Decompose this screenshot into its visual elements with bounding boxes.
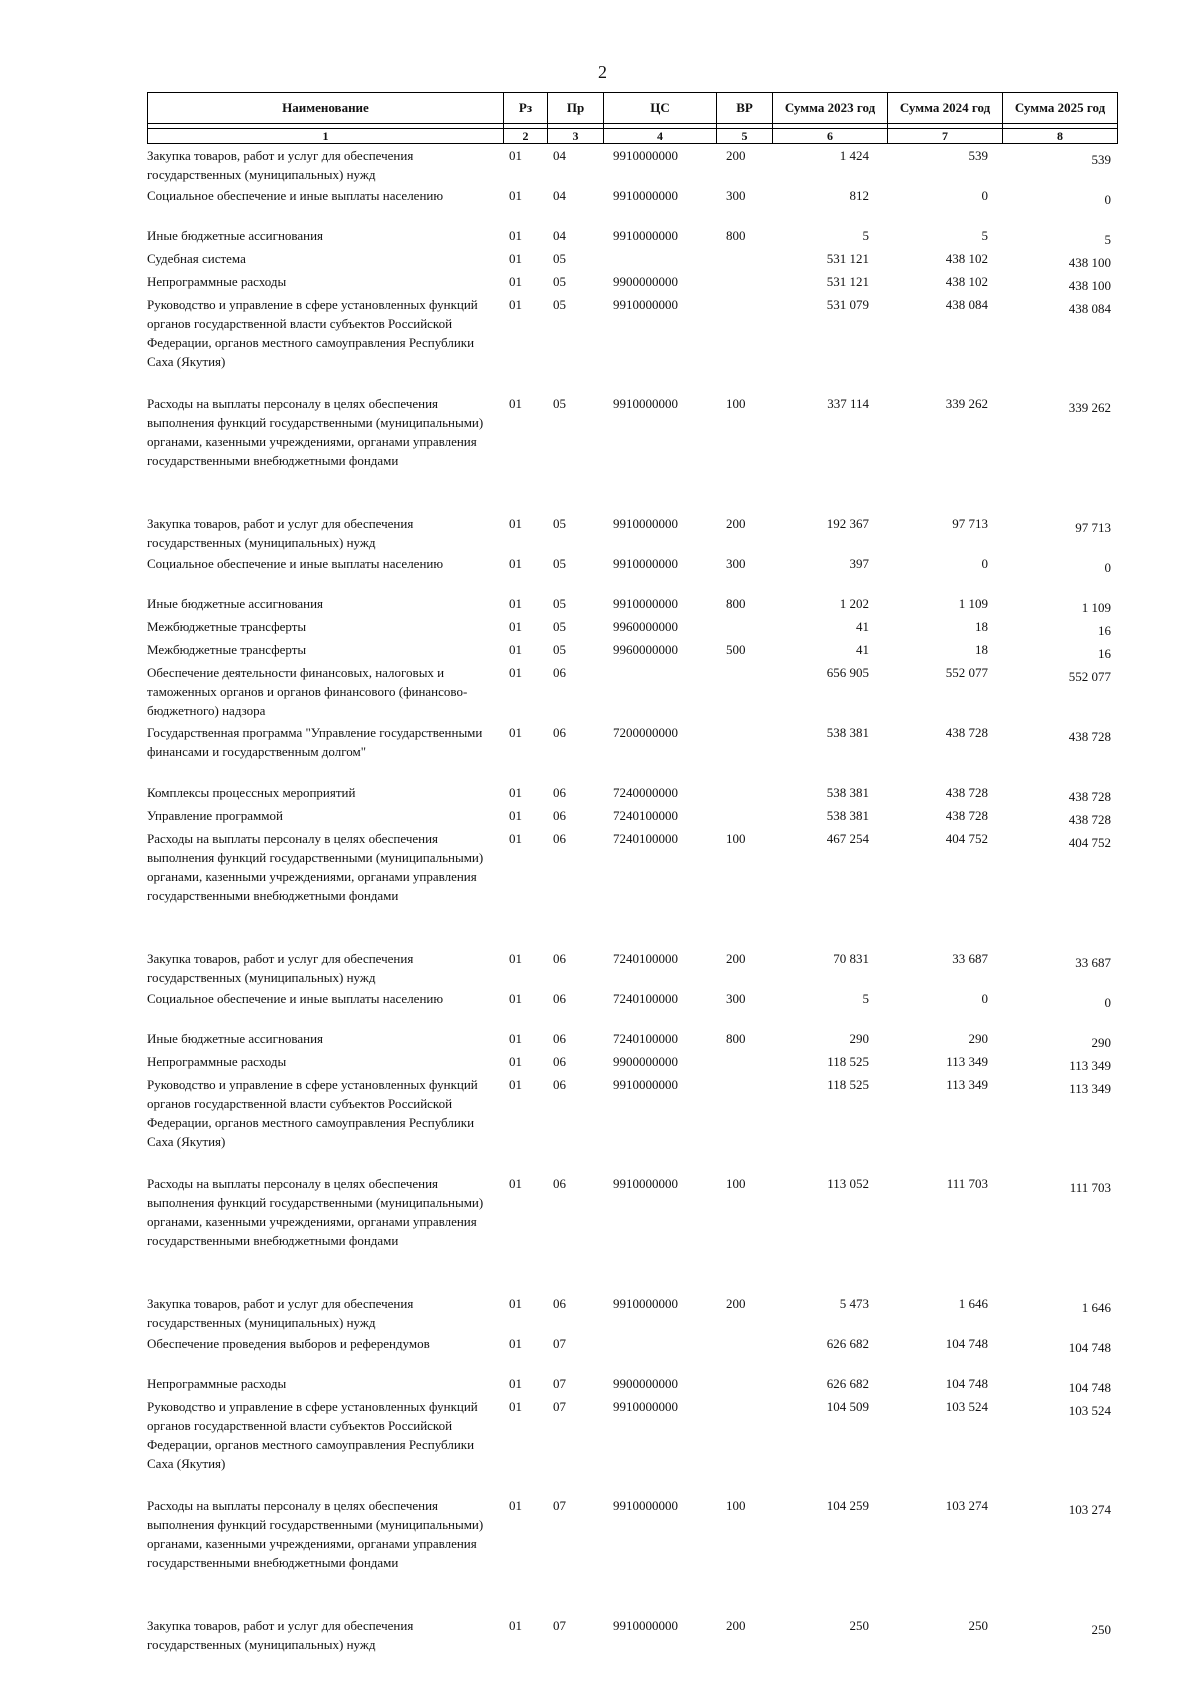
row-sum-2023: 812	[849, 188, 869, 203]
row-rz: 01	[509, 396, 522, 411]
row-pr: 05	[553, 556, 566, 571]
row-vr: 200	[726, 148, 746, 163]
row-rz: 01	[509, 596, 522, 611]
row-cs: 9910000000	[613, 1077, 678, 1092]
row-sum-2023: 5 473	[839, 1296, 869, 1311]
row-sum-2023: 250	[849, 1618, 869, 1633]
row-sum-2024: 97 713	[952, 516, 988, 531]
row-name: Закупка товаров, работ и услуг для обеспечения государственных (муниципальных) нужд	[147, 148, 414, 182]
row-sum-2025: 0	[1104, 995, 1111, 1010]
row-sum-2023: 118 525	[827, 1077, 869, 1092]
table-row	[147, 829, 1117, 949]
row-pr: 07	[553, 1399, 566, 1414]
row-sum-2025: 5	[1104, 232, 1111, 247]
row-name: Расходы на выплаты персоналу в целях обеспечения выполнения функций государственными (муниципальными) органами, казенными учреждениями, органами управления государственными внебюджетными фондами	[147, 831, 484, 903]
row-pr: 04	[553, 148, 566, 163]
table-row	[147, 1029, 1117, 1052]
row-sum-2023: 626 682	[826, 1336, 869, 1351]
row-vr: 100	[726, 1498, 746, 1513]
row-sum-2025: 103 524	[1068, 1403, 1111, 1418]
row-pr: 07	[553, 1336, 566, 1351]
row-cs: 7240100000	[613, 831, 678, 846]
row-vr	[716, 1397, 772, 1496]
row-vr: 500	[726, 642, 746, 657]
row-name: Расходы на выплаты персоналу в целях обеспечения выполнения функций государственными (муниципальными) органами, казенными учреждениями, органами управления государственными внебюджетными фондами	[147, 396, 484, 468]
row-sum-2024: 250	[968, 1618, 988, 1633]
row-pr: 06	[553, 831, 566, 846]
row-sum-2023: 1 202	[839, 596, 869, 611]
row-sum-2024: 404 752	[945, 831, 988, 846]
row-pr: 05	[553, 297, 566, 312]
row-sum-2023: 397	[849, 556, 869, 571]
row-sum-2025: 104 748	[1068, 1380, 1111, 1395]
row-vr: 300	[726, 556, 746, 571]
col-number-8: 8	[1003, 129, 1118, 144]
row-sum-2024: 104 748	[945, 1336, 988, 1351]
row-vr	[716, 806, 772, 829]
row-rz: 01	[509, 1498, 522, 1513]
row-name: Непрограммные расходы	[147, 274, 287, 289]
table-row	[147, 554, 1117, 594]
row-vr	[716, 249, 772, 272]
col-header-rz: Рз	[504, 93, 548, 124]
row-sum-2024: 1 646	[958, 1296, 988, 1311]
row-sum-2024: 103 524	[945, 1399, 988, 1414]
row-sum-2023: 41	[856, 642, 869, 657]
row-sum-2024: 103 274	[945, 1498, 988, 1513]
row-vr: 100	[726, 396, 746, 411]
row-sum-2023: 5	[862, 991, 869, 1006]
row-sum-2025: 339 262	[1068, 400, 1111, 415]
table-row	[147, 295, 1117, 394]
row-name: Обеспечение проведения выборов и референдумов	[147, 1336, 430, 1351]
row-vr: 800	[726, 228, 746, 243]
col-number-5: 5	[717, 129, 773, 144]
row-sum-2024: 438 084	[945, 297, 988, 312]
row-rz: 01	[509, 642, 522, 657]
row-sum-2024: 18	[975, 642, 988, 657]
table-row	[147, 1374, 1117, 1397]
row-sum-2024: 438 728	[945, 808, 988, 823]
table-row	[147, 806, 1117, 829]
row-name: Государственная программа "Управление государственными финансами и государственным долгом"	[147, 725, 483, 759]
row-pr: 04	[553, 228, 566, 243]
row-sum-2024: 552 077	[945, 665, 988, 680]
row-sum-2024: 0	[981, 188, 988, 203]
row-sum-2023: 538 381	[826, 725, 869, 740]
row-sum-2024: 33 687	[952, 951, 988, 966]
row-name: Управление программой	[147, 808, 283, 823]
row-pr: 05	[553, 642, 566, 657]
row-rz: 01	[509, 1031, 522, 1046]
row-vr	[716, 1334, 772, 1374]
row-pr: 07	[553, 1376, 566, 1391]
row-name: Непрограммные расходы	[147, 1054, 287, 1069]
table-row	[147, 1075, 1117, 1174]
row-cs	[603, 249, 716, 272]
col-header-pr: Пр	[548, 93, 604, 124]
row-cs: 9910000000	[613, 148, 678, 163]
row-name: Расходы на выплаты персоналу в целях обеспечения выполнения функций государственными (муниципальными) органами, казенными учреждениями, органами управления государственными внебюджетными фондами	[147, 1176, 484, 1248]
row-name: Руководство и управление в сфере установленных функций органов государственной власти субъектов Российской Федерации, органов местного самоуправления Республики Саха (Якутия)	[147, 297, 478, 369]
row-name: Иные бюджетные ассигнования	[147, 596, 324, 611]
row-rz: 01	[509, 1054, 522, 1069]
row-vr: 100	[726, 831, 746, 846]
table-row	[147, 1496, 1117, 1616]
row-name: Социальное обеспечение и иные выплаты населению	[147, 991, 444, 1006]
row-cs: 7240100000	[613, 991, 678, 1006]
table-row	[147, 272, 1117, 295]
row-pr: 05	[553, 516, 566, 531]
row-vr	[716, 272, 772, 295]
row-cs: 9910000000	[613, 556, 678, 571]
row-sum-2023: 538 381	[826, 785, 869, 800]
row-cs	[603, 663, 716, 723]
row-rz: 01	[509, 251, 522, 266]
row-cs: 9910000000	[613, 188, 678, 203]
table-row	[147, 663, 1117, 723]
row-sum-2025: 0	[1104, 192, 1111, 207]
table-row	[147, 640, 1117, 663]
col-number-2: 2	[504, 129, 548, 144]
row-sum-2023: 104 259	[826, 1498, 869, 1513]
row-cs	[603, 1334, 716, 1374]
row-rz: 01	[509, 228, 522, 243]
row-vr	[716, 295, 772, 394]
table-row	[147, 594, 1117, 617]
row-rz: 01	[509, 831, 522, 846]
row-sum-2023: 467 254	[826, 831, 869, 846]
row-cs: 7240100000	[613, 808, 678, 823]
row-sum-2025: 539	[1091, 152, 1111, 167]
row-rz: 01	[509, 1296, 522, 1311]
table-row	[147, 186, 1117, 226]
budget-table	[147, 146, 1117, 1676]
row-cs: 9900000000	[613, 1054, 678, 1069]
row-vr: 100	[726, 1176, 746, 1191]
row-sum-2023: 538 381	[826, 808, 869, 823]
row-rz: 01	[509, 297, 522, 312]
row-vr: 300	[726, 188, 746, 203]
row-name: Закупка товаров, работ и услуг для обеспечения государственных (муниципальных) нужд	[147, 951, 414, 985]
row-rz: 01	[509, 1618, 522, 1633]
row-sum-2025: 438 100	[1068, 255, 1111, 270]
row-pr: 06	[553, 1176, 566, 1191]
row-sum-2025: 290	[1091, 1035, 1111, 1050]
table-row	[147, 514, 1117, 554]
row-sum-2023: 1 424	[839, 148, 869, 163]
row-cs: 9910000000	[613, 1296, 678, 1311]
table-row	[147, 249, 1117, 272]
row-name: Расходы на выплаты персоналу в целях обеспечения выполнения функций государственными (муниципальными) органами, казенными учреждениями, органами управления государственными внебюджетными фондами	[147, 1498, 484, 1570]
row-sum-2025: 16	[1098, 623, 1111, 638]
col-number-4: 4	[604, 129, 717, 144]
row-sum-2024: 0	[981, 556, 988, 571]
row-sum-2024: 111 703	[946, 1176, 988, 1191]
row-rz: 01	[509, 991, 522, 1006]
row-sum-2024: 339 262	[945, 396, 988, 411]
row-vr	[716, 1052, 772, 1075]
row-cs: 9910000000	[613, 1498, 678, 1513]
row-sum-2023: 656 905	[826, 665, 869, 680]
row-pr: 06	[553, 1296, 566, 1311]
row-vr: 800	[726, 1031, 746, 1046]
row-sum-2025: 33 687	[1075, 955, 1111, 970]
row-name: Социальное обеспечение и иные выплаты населению	[147, 188, 444, 203]
row-sum-2024: 113 349	[946, 1077, 988, 1092]
row-sum-2023: 531 121	[826, 251, 869, 266]
row-pr: 05	[553, 596, 566, 611]
row-pr: 07	[553, 1498, 566, 1513]
row-pr: 06	[553, 1031, 566, 1046]
row-rz: 01	[509, 619, 522, 634]
row-sum-2023: 290	[849, 1031, 869, 1046]
row-cs: 9910000000	[613, 516, 678, 531]
row-sum-2023: 337 114	[827, 396, 869, 411]
col-header-sum-2023: Сумма 2023 год	[773, 93, 888, 124]
table-row	[147, 783, 1117, 806]
row-name: Иные бюджетные ассигнования	[147, 228, 324, 243]
row-pr: 05	[553, 396, 566, 411]
row-pr: 07	[553, 1618, 566, 1633]
row-rz: 01	[509, 665, 522, 680]
row-name: Комплексы процессных мероприятий	[147, 785, 356, 800]
row-vr	[716, 663, 772, 723]
row-vr: 800	[726, 596, 746, 611]
row-cs: 7240100000	[613, 1031, 678, 1046]
row-cs: 9910000000	[613, 396, 678, 411]
table-row	[147, 394, 1117, 514]
row-sum-2023: 118 525	[827, 1054, 869, 1069]
row-vr: 300	[726, 991, 746, 1006]
table-row	[147, 1616, 1117, 1676]
row-sum-2025: 0	[1104, 560, 1111, 575]
table-row	[147, 1397, 1117, 1496]
row-cs: 9910000000	[613, 1399, 678, 1414]
table-row	[147, 989, 1117, 1029]
col-number-3: 3	[548, 129, 604, 144]
row-name: Руководство и управление в сфере установленных функций органов государственной власти субъектов Российской Федерации, органов местного самоуправления Республики Саха (Якутия)	[147, 1399, 478, 1471]
row-cs: 9910000000	[613, 297, 678, 312]
col-header-sum-2025: Сумма 2025 год	[1003, 93, 1118, 124]
col-header-vr: ВР	[717, 93, 773, 124]
row-sum-2024: 539	[968, 148, 988, 163]
row-sum-2024: 5	[981, 228, 988, 243]
table-row	[147, 617, 1117, 640]
row-name: Непрограммные расходы	[147, 1376, 287, 1391]
row-name: Обеспечение деятельности финансовых, налоговых и таможенных органов и органов финансового (финансово-бюджетного) надзора	[147, 665, 468, 718]
row-name: Руководство и управление в сфере установленных функций органов государственной власти субъектов Российской Федерации, органов местного самоуправления Республики Саха (Якутия)	[147, 1077, 478, 1149]
row-rz: 01	[509, 725, 522, 740]
row-vr: 200	[726, 516, 746, 531]
row-pr: 06	[553, 808, 566, 823]
row-cs: 9900000000	[613, 1376, 678, 1391]
row-rz: 01	[509, 556, 522, 571]
row-sum-2025: 103 274	[1068, 1502, 1111, 1517]
row-pr: 04	[553, 188, 566, 203]
row-sum-2025: 438 084	[1068, 301, 1111, 316]
row-pr: 06	[553, 991, 566, 1006]
table-row	[147, 1174, 1117, 1294]
row-vr: 200	[726, 1618, 746, 1633]
col-header-cs: ЦС	[604, 93, 717, 124]
row-rz: 01	[509, 1077, 522, 1092]
row-sum-2023: 113 052	[827, 1176, 869, 1191]
row-sum-2023: 531 079	[826, 297, 869, 312]
row-cs: 9910000000	[613, 596, 678, 611]
row-cs: 9960000000	[613, 642, 678, 657]
row-sum-2025: 438 728	[1068, 812, 1111, 827]
table-row	[147, 723, 1117, 783]
row-sum-2023: 626 682	[826, 1376, 869, 1391]
row-name: Межбюджетные трансферты	[147, 619, 307, 634]
row-rz: 01	[509, 1176, 522, 1191]
row-sum-2025: 113 349	[1069, 1081, 1111, 1096]
row-pr: 06	[553, 951, 566, 966]
row-vr	[716, 1075, 772, 1174]
page-number: 2	[598, 62, 607, 82]
row-sum-2024: 438 102	[945, 251, 988, 266]
row-sum-2025: 250	[1091, 1622, 1111, 1637]
row-sum-2025: 104 748	[1068, 1340, 1111, 1355]
row-pr: 06	[553, 1077, 566, 1092]
row-sum-2025: 438 728	[1068, 729, 1111, 744]
row-vr	[716, 723, 772, 783]
row-name: Судебная система	[147, 251, 246, 266]
row-vr	[716, 1374, 772, 1397]
row-name: Социальное обеспечение и иные выплаты населению	[147, 556, 444, 571]
row-rz: 01	[509, 188, 522, 203]
row-cs: 7240000000	[613, 785, 678, 800]
row-cs: 9910000000	[613, 1176, 678, 1191]
row-sum-2023: 104 509	[826, 1399, 869, 1414]
row-sum-2023: 192 367	[826, 516, 869, 531]
row-sum-2025: 438 100	[1068, 278, 1111, 293]
row-sum-2025: 113 349	[1069, 1058, 1111, 1073]
row-rz: 01	[509, 1399, 522, 1414]
row-rz: 01	[509, 148, 522, 163]
row-sum-2024: 438 728	[945, 785, 988, 800]
row-name: Межбюджетные трансферты	[147, 642, 307, 657]
row-sum-2025: 1 109	[1081, 600, 1111, 615]
row-sum-2025: 404 752	[1068, 835, 1111, 850]
row-pr: 06	[553, 725, 566, 740]
row-vr	[716, 783, 772, 806]
row-sum-2025: 97 713	[1075, 520, 1111, 535]
table-header	[147, 92, 1118, 144]
row-cs: 7240100000	[613, 951, 678, 966]
col-number-6: 6	[773, 129, 888, 144]
table-row	[147, 1334, 1117, 1374]
table-row	[147, 146, 1117, 186]
row-vr: 200	[726, 951, 746, 966]
row-rz: 01	[509, 516, 522, 531]
row-cs: 9900000000	[613, 274, 678, 289]
row-name: Закупка товаров, работ и услуг для обеспечения государственных (муниципальных) нужд	[147, 1296, 414, 1330]
row-sum-2025: 16	[1098, 646, 1111, 661]
row-vr: 200	[726, 1296, 746, 1311]
row-sum-2025: 111 703	[1069, 1180, 1111, 1195]
row-pr: 06	[553, 665, 566, 680]
row-pr: 06	[553, 1054, 566, 1069]
row-name: Закупка товаров, работ и услуг для обеспечения государственных (муниципальных) нужд	[147, 516, 414, 550]
table-row	[147, 1294, 1117, 1334]
row-sum-2024: 1 109	[958, 596, 988, 611]
row-sum-2024: 18	[975, 619, 988, 634]
row-vr	[716, 617, 772, 640]
row-name: Закупка товаров, работ и услуг для обеспечения государственных (муниципальных) нужд	[147, 1618, 414, 1652]
row-sum-2024: 438 102	[945, 274, 988, 289]
row-cs: 9960000000	[613, 619, 678, 634]
row-sum-2023: 531 121	[826, 274, 869, 289]
row-sum-2025: 552 077	[1068, 669, 1111, 684]
row-sum-2024: 290	[968, 1031, 988, 1046]
row-cs: 9910000000	[613, 1618, 678, 1633]
row-sum-2025: 1 646	[1081, 1300, 1111, 1315]
row-rz: 01	[509, 274, 522, 289]
row-cs: 9910000000	[613, 228, 678, 243]
row-rz: 01	[509, 785, 522, 800]
row-pr: 05	[553, 251, 566, 266]
row-rz: 01	[509, 808, 522, 823]
row-sum-2024: 104 748	[945, 1376, 988, 1391]
row-pr: 05	[553, 619, 566, 634]
row-sum-2023: 70 831	[833, 951, 869, 966]
row-rz: 01	[509, 1336, 522, 1351]
row-rz: 01	[509, 951, 522, 966]
table-row	[147, 1052, 1117, 1075]
row-sum-2024: 0	[981, 991, 988, 1006]
row-sum-2025: 438 728	[1068, 789, 1111, 804]
col-number-1: 1	[148, 129, 504, 144]
row-name: Иные бюджетные ассигнования	[147, 1031, 324, 1046]
col-number-7: 7	[888, 129, 1003, 144]
row-sum-2023: 41	[856, 619, 869, 634]
table-row	[147, 226, 1117, 249]
row-pr: 05	[553, 274, 566, 289]
row-sum-2024: 113 349	[946, 1054, 988, 1069]
row-sum-2023: 5	[862, 228, 869, 243]
row-sum-2024: 438 728	[945, 725, 988, 740]
row-pr: 06	[553, 785, 566, 800]
row-cs: 7200000000	[613, 725, 678, 740]
table-row	[147, 949, 1117, 989]
row-rz: 01	[509, 1376, 522, 1391]
col-header-name: Наименование	[148, 93, 504, 124]
col-header-sum-2024: Сумма 2024 год	[888, 93, 1003, 124]
